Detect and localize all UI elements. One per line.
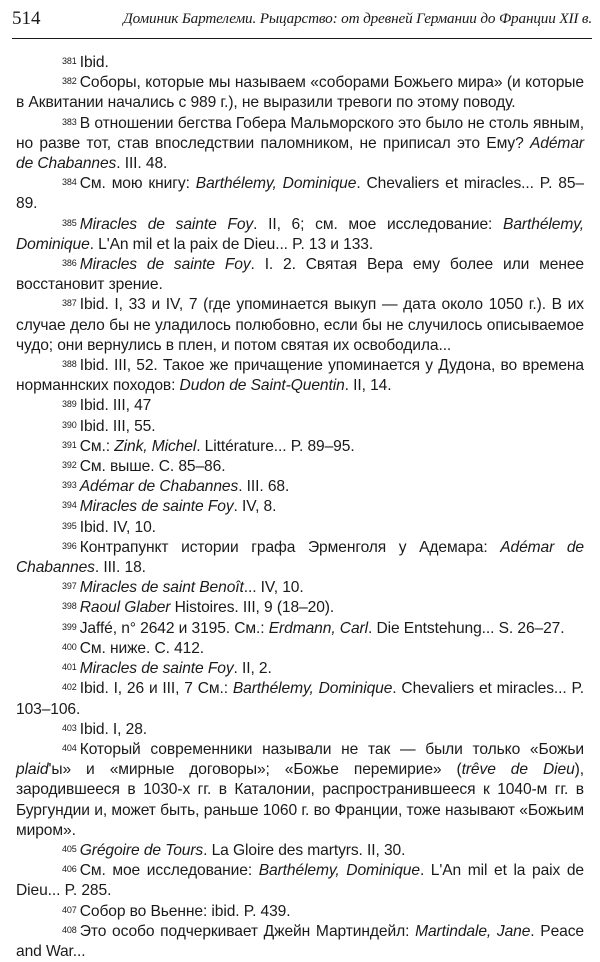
running-title [123, 8, 592, 30]
endnote-number: 398 [62, 601, 77, 612]
endnote-text: Ibid. III, 52. Такое же причащение упоминается у Дудона, во времена норманнских походов: [16, 357, 584, 395]
endnote [16, 619, 584, 639]
endnote-text: См. выше. С. 85–86. [79, 458, 226, 476]
endnote-text: См. мое исследование: [79, 862, 259, 880]
endnote [16, 114, 584, 175]
endnote-text: ), зародившееся в 1030-х гг. в Каталонии, распространившееся к 1040-м гг. в Бургундии и, может быть, раньше 1060 г. во Франции, тоже называют «Божьим миром». [16, 761, 584, 839]
endnote-text: . II, 14. [344, 377, 392, 395]
endnote [16, 73, 584, 113]
endnote-citation: Zink, Michel [114, 437, 197, 455]
endnote [16, 639, 584, 659]
endnote [16, 922, 584, 962]
endnote-number: 394 [62, 500, 77, 511]
endnote [16, 497, 584, 517]
endnote-citation: Miracles de saint Benoît [79, 579, 244, 597]
endnote-citation: trêve de Dieu [461, 761, 575, 779]
endnote-citation: Barthélemy, Dominique [16, 215, 584, 253]
endnote-citation: plaid [16, 761, 49, 779]
endnote [16, 659, 584, 679]
endnote-number: 392 [62, 460, 77, 471]
running-title-text: Доминик Бартелеми. Рыцарство: от древней Германии до Франции [123, 10, 560, 27]
endnote-number: 407 [62, 904, 77, 915]
endnote-number: 404 [62, 742, 77, 753]
endnote-text: 'ы» и «мирные договоры»; «Божье перемирие» ( [48, 761, 462, 779]
endnote-text: Соборы, которые мы называем «соборами Божьего мира» (и которые в Аквитании начались с 989 г.), не выразили тревоги по этому поводу. [16, 74, 584, 112]
endnote-number: 388 [62, 359, 77, 370]
endnote-text: Собор во Вьенне: ibid. P. 439. [79, 902, 291, 920]
endnote-text: . L'An mil et la paix de Dieu... P. 13 и 133. [89, 235, 374, 253]
endnote-text: . Peace and War... [16, 922, 584, 960]
endnote-text: Histoires. III, 9 (18–20). [170, 599, 335, 617]
endnote-citation: Miracles de sainte Foy [79, 215, 254, 233]
endnote-text: . III. 18. [94, 559, 146, 577]
endnote [16, 396, 584, 416]
running-title-century: XII в. [559, 10, 592, 27]
endnote [16, 417, 584, 437]
endnote-citation: Adémar de Chabannes [79, 478, 239, 496]
endnote-text: . IV, 8. [233, 498, 277, 516]
endnote-text: Ibid. IV, 10. [79, 518, 156, 536]
endnote-text: См.: [79, 437, 115, 455]
endnote-number: 383 [62, 116, 77, 127]
endnote-text: Jaffé, n° 2642 и 3195. См.: [79, 619, 269, 637]
endnote-text: . La Gloire des martyrs. II, 30. [203, 841, 406, 859]
endnote-text: Это особо подчеркивает Джейн Мартиндейл: [79, 922, 416, 940]
endnote-text: . Chevaliers et miracles... P. 85–89. [16, 175, 584, 213]
running-head [12, 8, 592, 39]
endnote-text: Который современники называли не так — были только «Божьи [79, 740, 584, 758]
endnote [16, 53, 584, 73]
endnote-text: . III. 48. [116, 155, 168, 173]
endnote-number: 393 [62, 480, 77, 491]
endnotes-list [16, 53, 584, 962]
endnote-text: . Littérature... P. 89–95. [196, 437, 355, 455]
endnote [16, 861, 584, 901]
endnote-text: См. ниже. С. 412. [79, 639, 205, 657]
endnote-citation: Barthélemy, Dominique [232, 680, 393, 698]
endnote-citation: Adémar de Chabannes [16, 134, 584, 173]
endnote-text: Ibid. III, 47 [79, 397, 152, 415]
endnote-text: В отношении бегства Гобера Мальморского это было не столь явным, но разве тот, став впоследствии паломником, не приписал это Ему? [16, 114, 584, 152]
endnote-text: . I. 2. Святая Вера ему более или менее восстановит зрение. [16, 256, 584, 294]
endnote-number: 402 [62, 682, 77, 693]
endnote-text: Ibid. I, 33 и IV, 7 (где упоминается выкуп — дата около 1050 г.). В их случае дело бы не уладилось полюбовно, если бы не случилось описываемое чудо; они вернулись в плен, и потом святая их освободила... [16, 296, 584, 354]
endnote-text: . III. 68. [238, 478, 290, 496]
endnote [16, 720, 584, 740]
endnote-number: 387 [62, 298, 77, 309]
endnote-text: Ibid. I, 26 и III, 7 См.: [79, 680, 233, 698]
endnote-text: . Die Entstehung... S. 26–27. [367, 619, 565, 637]
endnote-number: 381 [62, 56, 77, 66]
endnote-text: Ibid. III, 55. [79, 417, 156, 435]
endnote-text: Ibid. [79, 54, 109, 71]
endnote [16, 740, 584, 841]
endnote-citation: Erdmann, Carl [268, 619, 368, 637]
endnote [16, 518, 584, 538]
endnote-text: . L'An mil et la paix de Dieu... P. 285. [16, 862, 584, 900]
page-number: 514 [12, 8, 41, 29]
endnote-citation: Adémar de Chabannes [16, 538, 584, 577]
endnote-number: 384 [62, 177, 77, 188]
endnote [16, 255, 584, 295]
endnote [16, 356, 584, 396]
endnote [16, 437, 584, 457]
endnote-number: 399 [62, 621, 77, 632]
endnote [16, 477, 584, 497]
endnote-number: 391 [62, 439, 77, 450]
endnote-number: 401 [62, 662, 77, 673]
endnote [16, 174, 584, 214]
endnote-number: 406 [62, 864, 77, 875]
endnote [16, 598, 584, 618]
endnote-number: 396 [62, 540, 77, 551]
endnote-text: ... IV, 10. [243, 579, 304, 597]
endnote-text: . II, 2. [233, 660, 272, 678]
endnote-citation: Barthélemy, Dominique [258, 862, 420, 880]
endnote-text: См. мою книгу: [79, 175, 196, 193]
endnote-text: . II, 6; см. мое исследование: [253, 215, 504, 233]
endnote-citation: Miracles de sainte Foy [79, 660, 234, 678]
endnote-number: 390 [62, 419, 77, 430]
endnote [16, 295, 584, 356]
endnote [16, 538, 584, 578]
endnote [16, 902, 584, 922]
endnote [16, 679, 584, 719]
endnote-citation: Martindale, Jane [415, 922, 531, 940]
endnote-number: 403 [62, 722, 77, 733]
endnote [16, 841, 584, 861]
endnote-citation: Grégoire de Tours [79, 841, 204, 859]
endnote-number: 405 [62, 843, 77, 854]
endnote [16, 215, 584, 255]
endnote-number: 386 [62, 258, 77, 269]
endnote-citation: Dudon de Saint-Quentin [179, 377, 345, 395]
endnote-number: 395 [62, 520, 77, 531]
endnote-number: 389 [62, 399, 77, 410]
endnote-number: 408 [62, 924, 77, 935]
endnote-citation: Miracles de sainte Foy [79, 498, 234, 516]
endnote-text: Ibid. I, 28. [79, 720, 148, 738]
endnote-citation: Barthélemy, Dominique [195, 175, 357, 193]
endnote-number: 397 [62, 581, 77, 592]
endnote-number: 385 [62, 217, 77, 228]
endnote-text: . Chevaliers et miracles... P. 103–106. [16, 680, 584, 718]
endnote-text: Контрапункт истории графа Эрменголя у Адемара: [79, 538, 501, 556]
endnote [16, 457, 584, 477]
endnote-citation: Miracles de sainte Foy [79, 256, 251, 274]
endnote [16, 578, 584, 598]
endnote-number: 382 [62, 76, 77, 87]
endnote-citation: Raoul Glaber [79, 599, 171, 617]
endnote-number: 400 [62, 641, 77, 652]
